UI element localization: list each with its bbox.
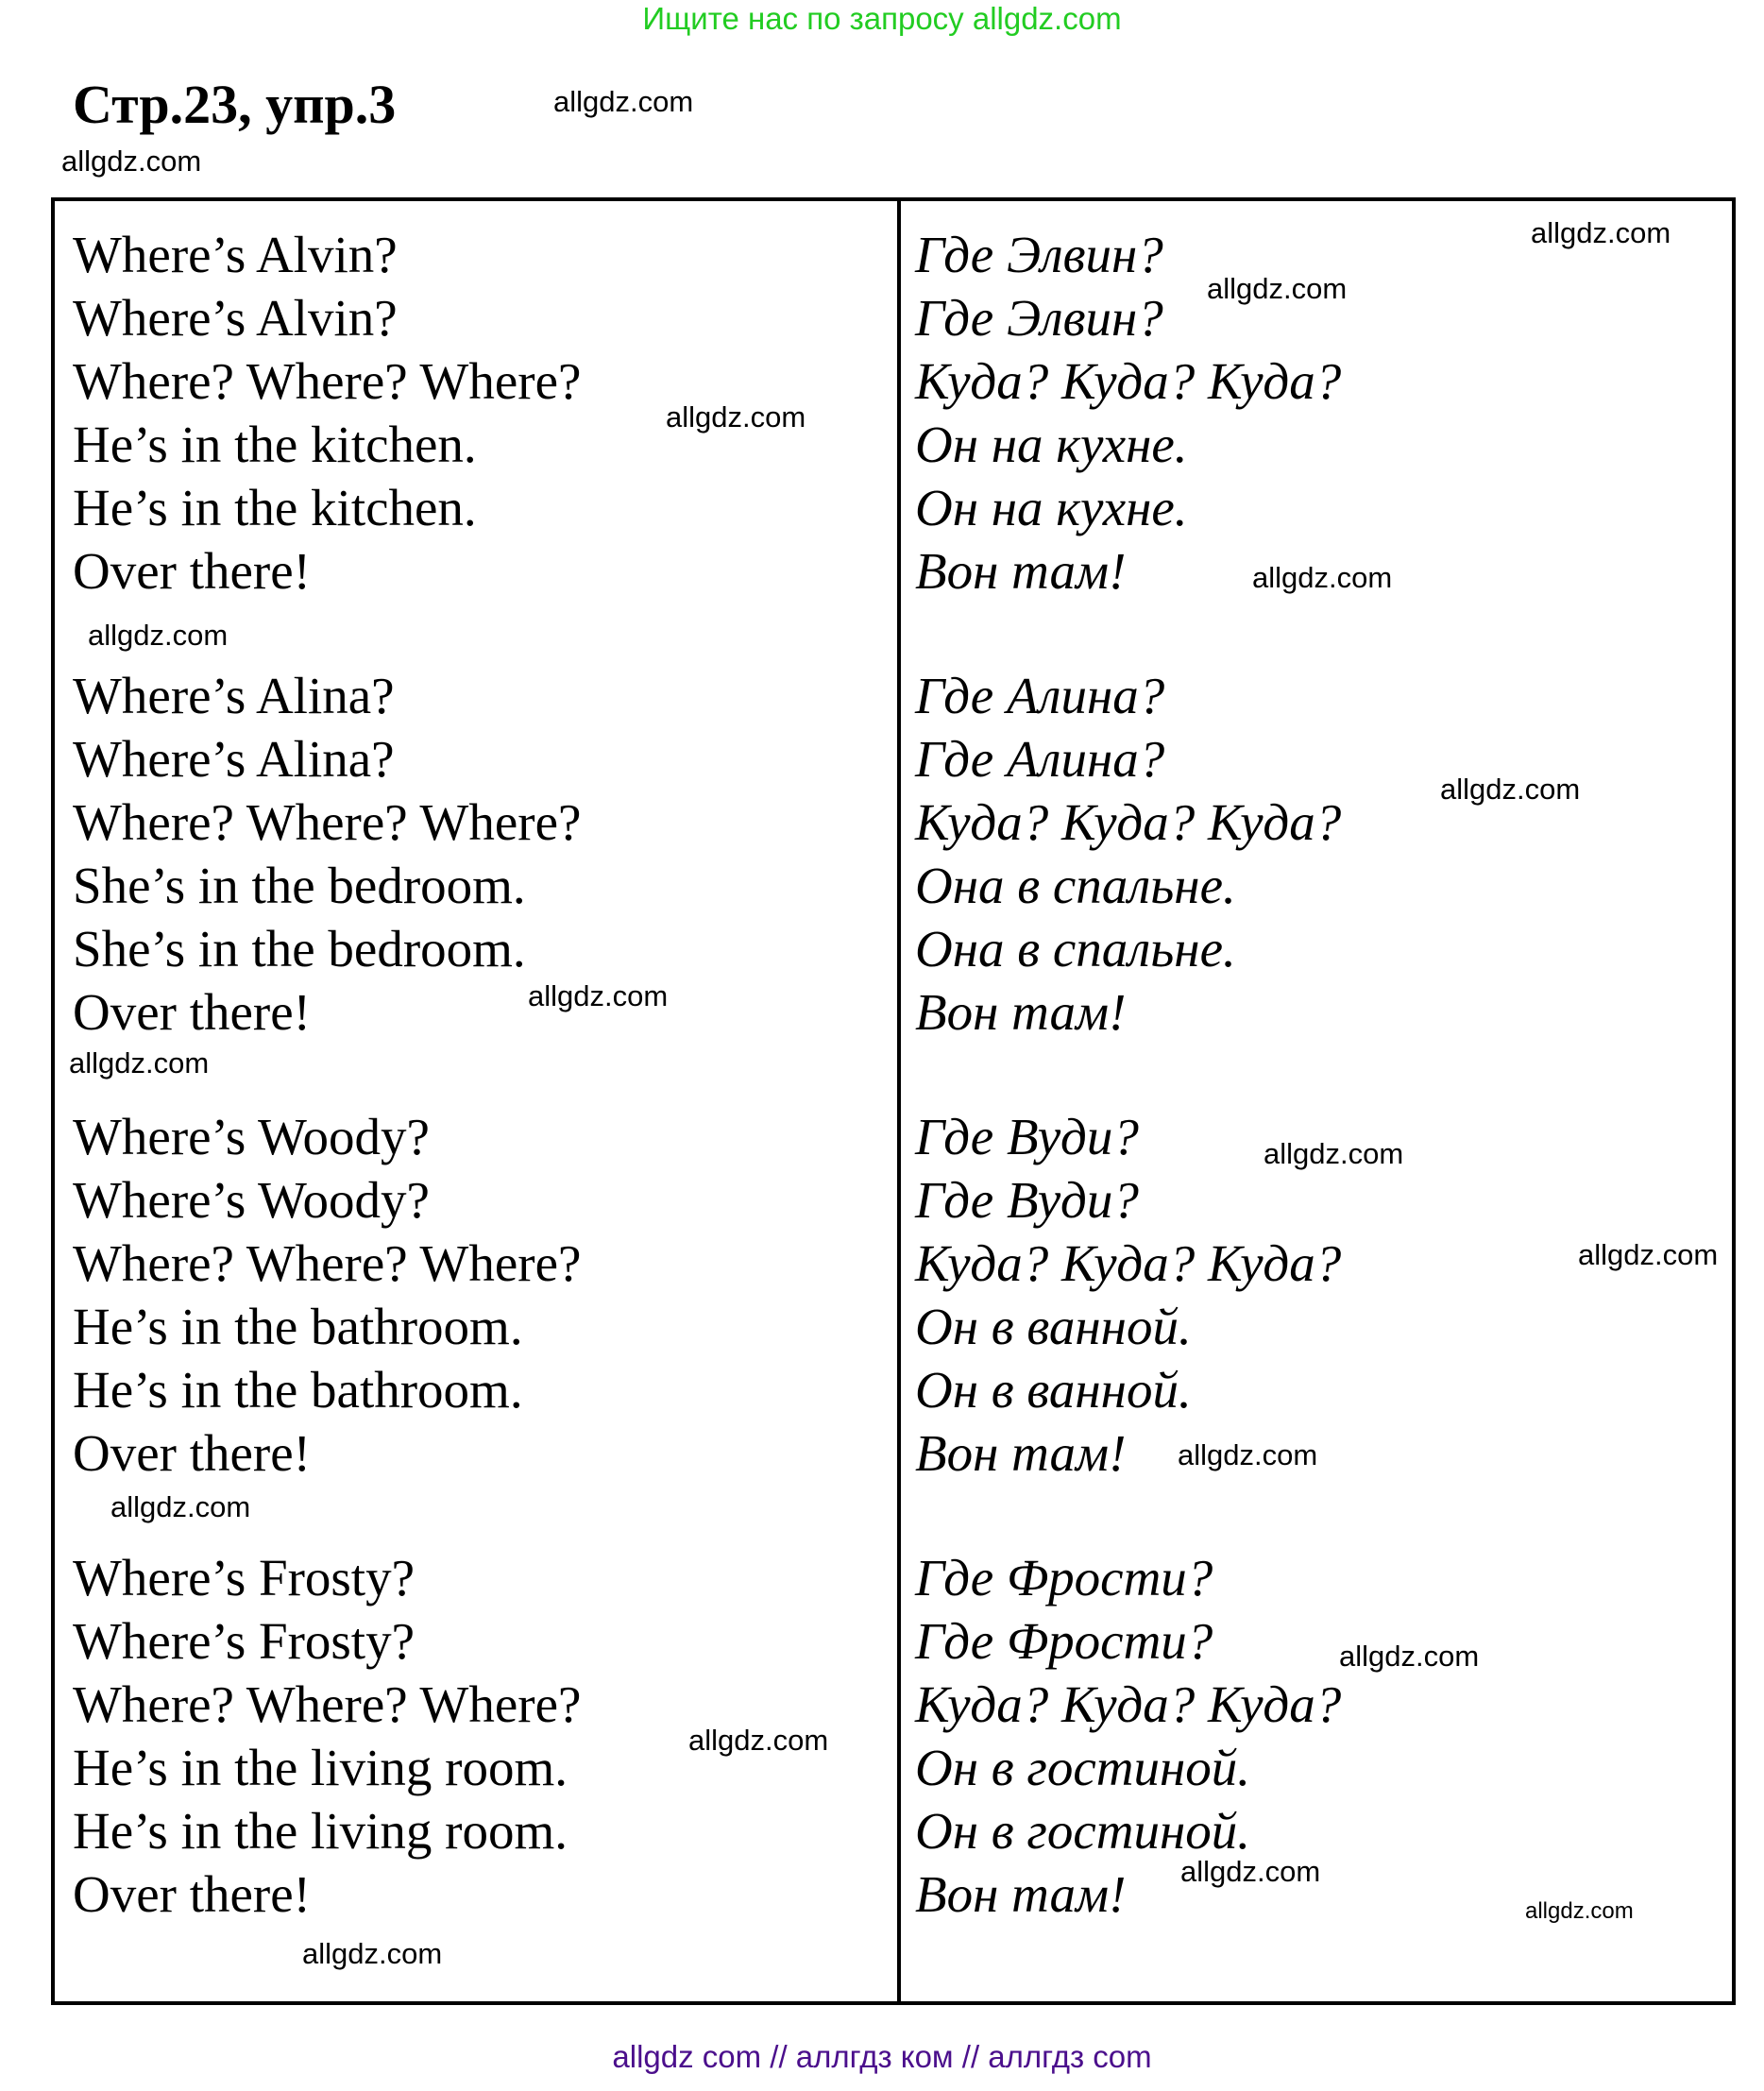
russian-line: Где Алина? <box>915 667 1165 724</box>
watermark: allgdz.com <box>1178 1438 1318 1471</box>
watermark: allgdz.com <box>88 619 229 652</box>
watermark: allgdz.com <box>1207 272 1348 305</box>
english-line: He’s in the bathroom. <box>73 1361 523 1419</box>
watermark: allgdz.com <box>61 144 202 178</box>
russian-line: Где Алина? <box>915 730 1165 788</box>
russian-line: Он в гостиной. <box>915 1802 1251 1860</box>
russian-line: Вон там! <box>915 1424 1127 1482</box>
russian-line: Он на кухне. <box>915 479 1188 536</box>
russian-line: Он в ванной. <box>915 1361 1192 1419</box>
russian-line: Куда? Куда? Куда? <box>915 1675 1342 1733</box>
russian-line: Вон там! <box>915 983 1127 1041</box>
english-line: He’s in the kitchen. <box>73 416 477 473</box>
russian-line: Где Элвин? <box>915 289 1163 347</box>
english-line: She’s in the bedroom. <box>73 857 526 914</box>
english-line: Where’s Alvin? <box>73 289 398 347</box>
english-line: Over there! <box>73 1424 311 1482</box>
russian-line: Куда? Куда? Куда? <box>915 793 1342 851</box>
watermark: allgdz.com <box>1339 1640 1480 1673</box>
english-line: He’s in the kitchen. <box>73 479 477 536</box>
english-stanza <box>73 223 581 603</box>
english-line: She’s in the bedroom. <box>73 920 526 978</box>
english-line: Over there! <box>73 1865 311 1923</box>
english-line: Where’s Woody? <box>73 1171 430 1229</box>
english-line: He’s in the living room. <box>73 1739 568 1796</box>
english-stanza <box>73 664 581 1044</box>
watermark: allgdz.com <box>69 1046 210 1080</box>
russian-column <box>915 223 1341 1987</box>
russian-line: Где Элвин? <box>915 226 1163 283</box>
watermark: allgdz.com <box>1180 1855 1321 1888</box>
russian-line: Где Вуди? <box>915 1171 1139 1229</box>
english-line: Where? Where? Where? <box>73 1675 582 1733</box>
watermark: allgdz.com <box>1578 1238 1719 1271</box>
russian-line: Где Фрости? <box>915 1612 1213 1670</box>
english-line: Where’s Woody? <box>73 1108 430 1165</box>
english-stanza <box>73 1546 581 1926</box>
russian-line: Вон там! <box>915 542 1127 600</box>
russian-line: Она в спальне. <box>915 857 1236 914</box>
watermark: allgdz.com <box>1531 216 1671 249</box>
watermark: allgdz.com <box>1440 773 1581 806</box>
english-line: Where? Where? Where? <box>73 1234 582 1292</box>
russian-line: Где Вуди? <box>915 1108 1139 1165</box>
footer-watermark: allgdz com // аллгдз ком // аллгдз com <box>612 2039 1152 2074</box>
english-line: He’s in the bathroom. <box>73 1298 523 1355</box>
watermark: allgdz.com <box>666 400 806 434</box>
russian-line: Она в спальне. <box>915 920 1236 978</box>
english-line: Where? Where? Where? <box>73 352 582 410</box>
english-line: Where’s Alina? <box>73 730 395 788</box>
watermark: allgdz.com <box>688 1724 829 1757</box>
watermark: allgdz.com <box>1252 561 1393 594</box>
russian-line: Он в ванной. <box>915 1298 1192 1355</box>
english-line: He’s in the living room. <box>73 1802 568 1860</box>
english-line: Over there! <box>73 983 311 1041</box>
english-line: Where’s Frosty? <box>73 1612 415 1670</box>
russian-line: Вон там! <box>915 1865 1127 1923</box>
watermark: allgdz.com <box>528 979 669 1012</box>
english-line: Where’s Frosty? <box>73 1549 415 1606</box>
english-line: Where’s Alvin? <box>73 226 398 283</box>
page-title: Стр.23, упр.3 <box>73 74 397 135</box>
english-stanza <box>73 1105 581 1485</box>
english-line: Over there! <box>73 542 311 600</box>
english-line: Where? Where? Where? <box>73 793 582 851</box>
watermark: allgdz.com <box>553 85 694 118</box>
russian-line: Куда? Куда? Куда? <box>915 1234 1342 1292</box>
search-banner: Ищите нас по запросу allgdz.com <box>642 1 1122 36</box>
russian-line: Куда? Куда? Куда? <box>915 352 1342 410</box>
watermark: allgdz.com <box>110 1490 251 1523</box>
english-column <box>73 223 581 1987</box>
russian-stanza <box>915 664 1341 1044</box>
watermark: allgdz.com <box>1264 1137 1404 1170</box>
watermark: allgdz.com <box>302 1937 443 1970</box>
column-divider <box>897 201 901 2001</box>
english-line: Where’s Alina? <box>73 667 395 724</box>
watermark: allgdz.com <box>1525 1898 1634 1924</box>
russian-line: Он на кухне. <box>915 416 1188 473</box>
russian-line: Где Фрости? <box>915 1549 1213 1606</box>
russian-line: Он в гостиной. <box>915 1739 1251 1796</box>
